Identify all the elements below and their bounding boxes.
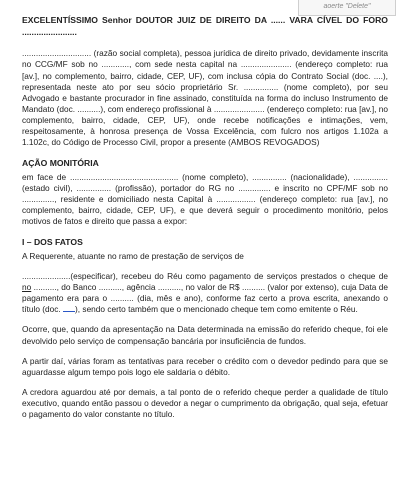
facts-paragraph-4: A partir daí, várias foram as tentativas para receber o crédito com o devedor pedindo para que se aguardasse algum tempo pois logo ele saldaria o débito. (22, 355, 388, 377)
document-body (22, 15, 388, 430)
facts-paragraph-2 (22, 271, 388, 316)
facts-title: I – DOS FATOS (22, 236, 83, 247)
facts-paragraph-1: A Requerente, atuante no ramo de prestação de serviços de (22, 250, 244, 261)
facts-paragraph-2-part-a: .....................(especificar), recebeu do Réu como pagamento de serviços prestados o cheque de (22, 270, 388, 281)
facts-paragraph-2-part-b: .........., do Banco .........., agência .........., no valor de R$ .......... (valor por extenso), cuja Data de pagamento era para o .......... (dia, mês e ano), conforme faz certo a prova escrita, anexando o título (doc. (22, 282, 388, 315)
doc-reference-blank (63, 304, 75, 312)
court-header: EXCELENTÍSSIMO Senhor DOUTOR JUIZ DE DIREITO DA ...... VARA CÍVEL DO FORO ....................... (22, 15, 388, 37)
comment-note: aoerte "Delete" (298, 0, 396, 16)
facts-paragraph-5: A credora aguardou até por demais, a tal ponto de o referido cheque perder a qualidade de título executivo, quando então passou o devedor a negar o cumprimento da obrigação, qual seja, efetuar o pagamento do valor constante no título. (22, 387, 388, 420)
facts-paragraph-3: Ocorre, que, quando da apresentação na Data determinada na emissão do referido cheque, foi ele devolvido pelo serviço de compensação bancária por insuficiência de fundos. (22, 324, 388, 346)
action-title: AÇÃO MONITÓRIA (22, 157, 99, 168)
facts-paragraph-2-part-c: ), sendo certo também que o mencionado cheque tem como emitente o Réu. (75, 304, 358, 315)
check-number-field: no (22, 282, 32, 292)
intro-paragraph: .............................. (razão social completa), pessoa jurídica de direito privado, devidamente inscrita no CCG/MF sob no ............, com sede nesta capital na ...................... (endereço completo: rua [av.], no complemento, bairro, cidade, CEP, UF), com inclusa cópia do Contrato Social (doc. ....), representada neste ato por seu sócio proprietário Sr. ............... (nome completo), por seu Advogado e bastante procurador in fine assinado, constituída na forma do incluso Instrumento de Mandato (doc. ..........), com endereço profissional à ...................... (endereço completo: rua [av.], no complemento, bairro, cidade, CEP, UF), onde recebe notificações e intimações, vem, respeitosamente, à honrosa presença de Vossa Excelência, com fulcro nos artigos 1.102a a 1.102c, do Código de Processo Civil, propor a presente (AMBOS REVOGADOS) (22, 48, 388, 148)
action-paragraph: em face de ............................................... (nome completo), ............... (nacionalidade), ............... (estado civil), ............... (profissão), portador do RG no .............. e inscrito no CPF/MF sob no .............., residente e domiciliado nesta Capital à ................. (endereço completo: rua [av.], no complemento, bairro, cidade, CEP, UF), e que deverá seguir o procedimento monitório, pelos motivos de fatos e direito que passa a expor: (22, 171, 388, 227)
